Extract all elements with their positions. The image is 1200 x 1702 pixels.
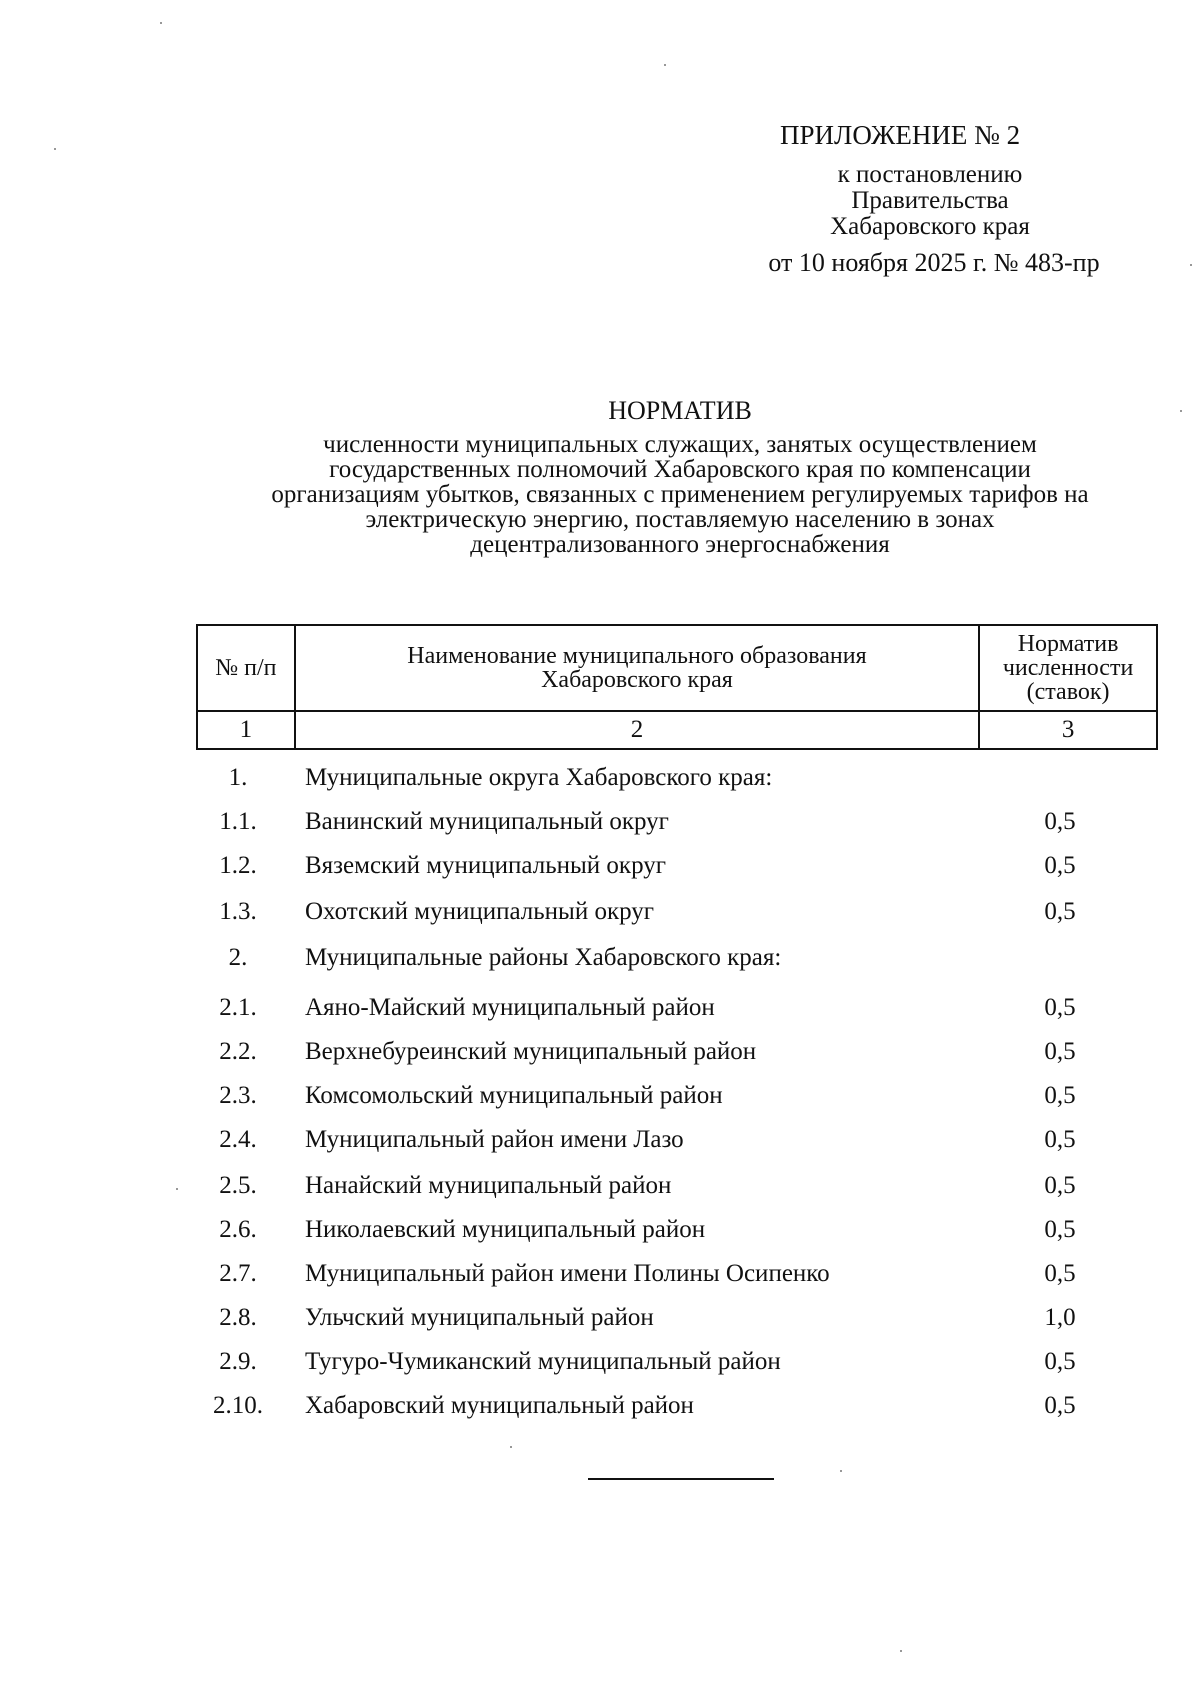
row-number: 2.8. (219, 1304, 257, 1331)
row-number: 2.3. (219, 1082, 257, 1109)
scan-speck (900, 1650, 902, 1652)
row-norm-value: 0,5 (1044, 808, 1076, 835)
header-norm-line-2: численности (1002, 655, 1134, 681)
subtitle-line: численности муниципальных служащих, занятых осуществлением (323, 431, 1037, 458)
appendix-date-number: от 10 ноября 2025 г. № 483-пр (768, 248, 1100, 277)
table-row (0, 994, 1200, 1034)
row-norm-value: 0,5 (1044, 994, 1076, 1021)
row-norm-value: 0,5 (1044, 898, 1076, 925)
row-norm-value: 0,5 (1044, 1348, 1076, 1375)
row-number: 2.5. (219, 1172, 257, 1199)
row-norm-value: 0,5 (1044, 1126, 1076, 1153)
row-number: 2. (228, 944, 248, 971)
scan-speck (840, 1470, 842, 1472)
column-number-1: 1 (197, 711, 295, 749)
table-row (0, 898, 1200, 938)
table-row (0, 1126, 1200, 1166)
scan-speck (664, 64, 666, 66)
header-norm-line-1: Норматив (1017, 631, 1119, 657)
row-number: 2.7. (219, 1260, 257, 1287)
subtitle-line: организациям убытков, связанных с применением регулируемых тарифов на (271, 481, 1089, 508)
header-number: № п/п (197, 625, 295, 711)
row-municipality-name: Муниципальный район имени Лазо (305, 1126, 684, 1153)
row-municipality-name: Нанайский муниципальный район (305, 1172, 672, 1199)
subtitle-line: государственных полномочий Хабаровского края по компенсации (329, 456, 1031, 483)
header-norm-line-3: (ставок) (1026, 679, 1110, 705)
header-name-line-1: Наименование муниципального образования (407, 643, 867, 669)
table-row (0, 1038, 1200, 1078)
table-row (0, 808, 1200, 848)
scan-speck (176, 1188, 178, 1190)
row-number: 1.2. (219, 852, 257, 879)
row-norm-value: 0,5 (1044, 1260, 1076, 1287)
row-number: 2.4. (219, 1126, 257, 1153)
row-number: 2.9. (219, 1348, 257, 1375)
table-row (0, 1348, 1200, 1388)
row-municipality-name: Хабаровский муниципальный район (305, 1392, 694, 1419)
row-norm-value: 0,5 (1044, 1038, 1076, 1065)
row-municipality-name: Комсомольский муниципальный район (305, 1082, 723, 1109)
row-norm-value: 0,5 (1044, 1392, 1076, 1419)
table-row (0, 1216, 1200, 1256)
row-norm-value: 0,5 (1044, 1172, 1076, 1199)
header-name (295, 625, 979, 711)
scan-speck (54, 148, 56, 150)
table-row (0, 1260, 1200, 1300)
appendix-line-2: Правительства (851, 187, 1009, 214)
document-subtitle (200, 432, 1160, 557)
table-row (0, 1082, 1200, 1122)
subtitle-line: децентрализованного энергоснабжения (470, 531, 890, 558)
row-number: 1. (228, 764, 248, 791)
row-municipality-name: Ванинский муниципальный округ (305, 808, 669, 835)
row-number: 1.1. (219, 808, 257, 835)
document-title: НОРМАТИВ (608, 396, 752, 425)
row-municipality-name: Верхнебуреинский муниципальный район (305, 1038, 757, 1065)
table-row (0, 1392, 1200, 1432)
table-row (0, 764, 1200, 804)
row-municipality-name: Ульчский муниципальный район (305, 1304, 654, 1331)
row-number: 2.1. (219, 994, 257, 1021)
row-municipality-name: Аяно-Майский муниципальный район (305, 994, 715, 1021)
column-number-3: 3 (979, 711, 1157, 749)
scan-speck (1190, 264, 1192, 266)
row-municipality-name: Вяземский муниципальный округ (305, 852, 666, 879)
appendix-title: ПРИЛОЖЕНИЕ № 2 (780, 120, 1021, 150)
end-rule (588, 1478, 774, 1480)
subtitle-line: электрическую энергию, поставляемую населению в зонах (365, 506, 995, 533)
table-row (0, 1304, 1200, 1344)
row-municipality-name: Охотский муниципальный округ (305, 898, 655, 925)
appendix-line-1: к постановлению (837, 161, 1023, 188)
column-number-2: 2 (295, 711, 979, 749)
table-row (0, 852, 1200, 892)
row-municipality-name: Муниципальный район имени Полины Осипенко (305, 1260, 830, 1287)
scan-speck (160, 22, 162, 24)
row-municipality-name: Тугуро-Чумиканский муниципальный район (305, 1348, 781, 1375)
appendix-line-3: Хабаровского края (830, 213, 1030, 240)
row-norm-value: 1,0 (1044, 1304, 1076, 1331)
row-norm-value: 0,5 (1044, 852, 1076, 879)
row-number: 1.3. (219, 898, 257, 925)
scan-speck (510, 1446, 512, 1448)
table-row (0, 1172, 1200, 1212)
header-norm (979, 625, 1157, 711)
scan-speck (1180, 410, 1182, 412)
row-municipality-name: Муниципальные районы Хабаровского края: (305, 944, 782, 971)
row-municipality-name: Муниципальные округа Хабаровского края: (305, 764, 773, 791)
row-norm-value: 0,5 (1044, 1216, 1076, 1243)
row-number: 2.2. (219, 1038, 257, 1065)
row-number: 2.6. (219, 1216, 257, 1243)
norm-table-header (196, 624, 1158, 750)
row-norm-value: 0,5 (1044, 1082, 1076, 1109)
row-number: 2.10. (213, 1392, 263, 1419)
table-row (0, 944, 1200, 984)
header-name-line-2: Хабаровского края (541, 667, 733, 693)
row-municipality-name: Николаевский муниципальный район (305, 1216, 706, 1243)
